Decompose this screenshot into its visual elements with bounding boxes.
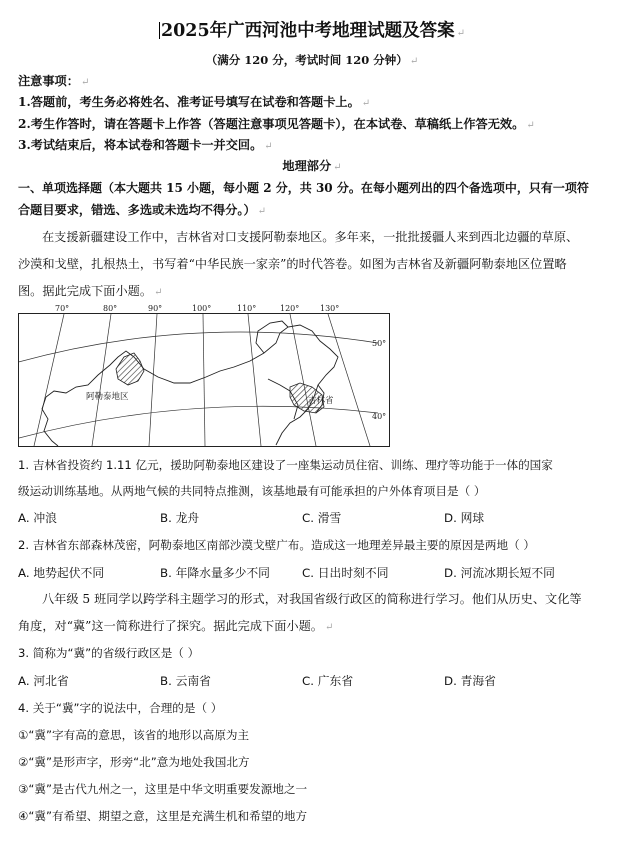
section-title — [0, 158, 624, 176]
paragraph-mark-icon: ↵ — [324, 622, 334, 633]
question-1 — [18, 483, 485, 499]
statement — [18, 781, 307, 797]
notice-item-text: 3.考试结束后，将本试卷和答题卡一并交回。 — [18, 138, 263, 152]
option-b: B. 龙舟 — [160, 511, 200, 525]
paragraph-mark-icon: ↵ — [456, 28, 466, 39]
notice-item — [18, 116, 535, 134]
part1-heading-text: 合题目要求，错选、多选或未选均不得分。） — [18, 203, 256, 217]
notice-item — [18, 94, 370, 112]
passage-text: 沙漠和戈壁，扎根热土，书写着“中华民族一家亲”的时代答卷。如图为吉林省及新疆阿勒泰地区位置略 — [18, 257, 567, 271]
option-b: B. 年降水量多少不同 — [160, 566, 270, 580]
notice-heading-text: 注意事项： — [18, 74, 79, 88]
passage-line — [42, 591, 582, 607]
passage-text: 在支援新疆建设工作中，吉林省对口支援阿勒泰地区。多年来，一批批援疆人来到西北边疆的草原、 — [42, 230, 579, 244]
option-c: C. 日出时刻不同 — [302, 566, 389, 580]
doc-title — [0, 20, 624, 45]
statement-text: ③“冀”是古代九州之一，这里是中华文明重要发源地之一 — [18, 782, 308, 796]
option-c: C. 广东省 — [302, 674, 354, 688]
question-2 — [18, 537, 535, 553]
passage-text: 八年级 5 班同学以跨学科主题学习的形式，对我国省级行政区的简称进行学习。他们从历史、文化等 — [42, 592, 582, 606]
lon-label: 110° — [237, 304, 257, 313]
notice-heading — [18, 73, 89, 91]
question-4 — [18, 700, 222, 716]
statement-text: ①“冀”字有高的意思，该省的地形以高原为主 — [18, 728, 250, 742]
passage-text: 角度，对“冀”这一简称进行了探究。据此完成下面小题。 — [18, 619, 323, 633]
option-a: A. 冲浪 — [18, 511, 57, 525]
title-text: 2025年广西河池中考地理试题及答案 — [160, 21, 455, 41]
paragraph-mark-icon: ↵ — [80, 77, 90, 88]
passage-line — [18, 283, 162, 301]
option-d: D. 网球 — [444, 511, 485, 525]
lon-label: 120° — [280, 304, 300, 313]
question-text: 2. 吉林省东部森林茂密，阿勒泰地区南部沙漠戈壁广布。造成这一地理差异最主要的原因是两地（ ） — [18, 538, 535, 552]
statement-text: ④“冀”有希望、期望之意，这里是充满生机和希望的地方 — [18, 809, 308, 823]
part1-heading — [18, 202, 266, 220]
lon-label: 90° — [148, 304, 163, 313]
option-d: D. 青海省 — [444, 674, 496, 688]
option-c: C. 滑雪 — [302, 511, 342, 525]
part1-heading-text: 一、单项选择题（本大题共 15 小题，每小题 2 分，共 30 分。在每小题列出的四个备选项中，只有一项符 — [18, 181, 589, 195]
question-text: 4. 关于“冀”字的说法中，合理的是（ ） — [18, 701, 223, 715]
paragraph-mark-icon: ↵ — [333, 162, 342, 173]
question-text: 3. 简称为“冀”的省级行政区是（ ） — [18, 646, 200, 660]
passage-text: 图。据此完成下面小题。 — [18, 284, 153, 298]
paragraph-mark-icon: ↵ — [264, 141, 273, 152]
option-b: B. 云南省 — [160, 674, 211, 688]
subtitle-text: （满分 120 分，考试时间 120 分钟） — [205, 53, 408, 67]
notice-item-text: 2.考生作答时，请在答题卡上作答（答题注意事项见答题卡），在本试卷、草稿纸上作答无效。 — [18, 117, 525, 131]
paragraph-mark-icon: ↵ — [409, 56, 419, 67]
lon-label: 70° — [55, 304, 70, 313]
lon-label: 130° — [320, 304, 340, 313]
question-3 — [18, 645, 199, 661]
passage-line — [18, 256, 567, 272]
statement-text: ②“冀”是形声字，形旁“北”意为地处我国北方 — [18, 755, 250, 769]
paragraph-mark-icon: ↵ — [526, 120, 535, 131]
lon-label: 100° — [192, 304, 212, 313]
question-1 — [18, 457, 553, 473]
paragraph-mark-icon: ↵ — [154, 287, 163, 298]
passage-line — [18, 618, 333, 636]
statement — [18, 754, 250, 770]
passage-line — [42, 229, 578, 245]
lat-label: 50° — [372, 339, 387, 348]
lat-label: 40° — [372, 412, 387, 421]
option-a: A. 地势起伏不同 — [18, 566, 105, 580]
option-d: D. 河流冰期长短不同 — [444, 566, 555, 580]
statement — [18, 727, 249, 743]
jilin-label: 吉林省 — [308, 396, 334, 406]
lon-label: 80° — [103, 304, 118, 313]
doc-subtitle — [0, 52, 624, 70]
paragraph-mark-icon: ↵ — [257, 206, 267, 217]
paragraph-mark-icon: ↵ — [361, 98, 371, 109]
option-a: A. 河北省 — [18, 674, 69, 688]
part1-heading — [18, 180, 589, 196]
altay-label: 阿勒泰地区 — [86, 392, 129, 402]
location-map — [18, 304, 390, 447]
text-cursor — [159, 22, 160, 39]
statement — [18, 808, 307, 824]
notice-item-text: 1.答题前，考生务必将姓名、准考证号填写在试卷和答题卡上。 — [18, 95, 360, 109]
section-title-text: 地理部分 — [282, 159, 332, 173]
question-text: 级运动训练基地。从两地气候的共同特点推测，该基地最有可能承担的户外体育项目是（ ） — [18, 484, 486, 498]
notice-item — [18, 137, 273, 155]
question-text: 1. 吉林省投资约 1.11 亿元，援助阿勒泰地区建设了一座集运动员住宿、训练、理疗等功能于一体的国家 — [18, 458, 553, 472]
